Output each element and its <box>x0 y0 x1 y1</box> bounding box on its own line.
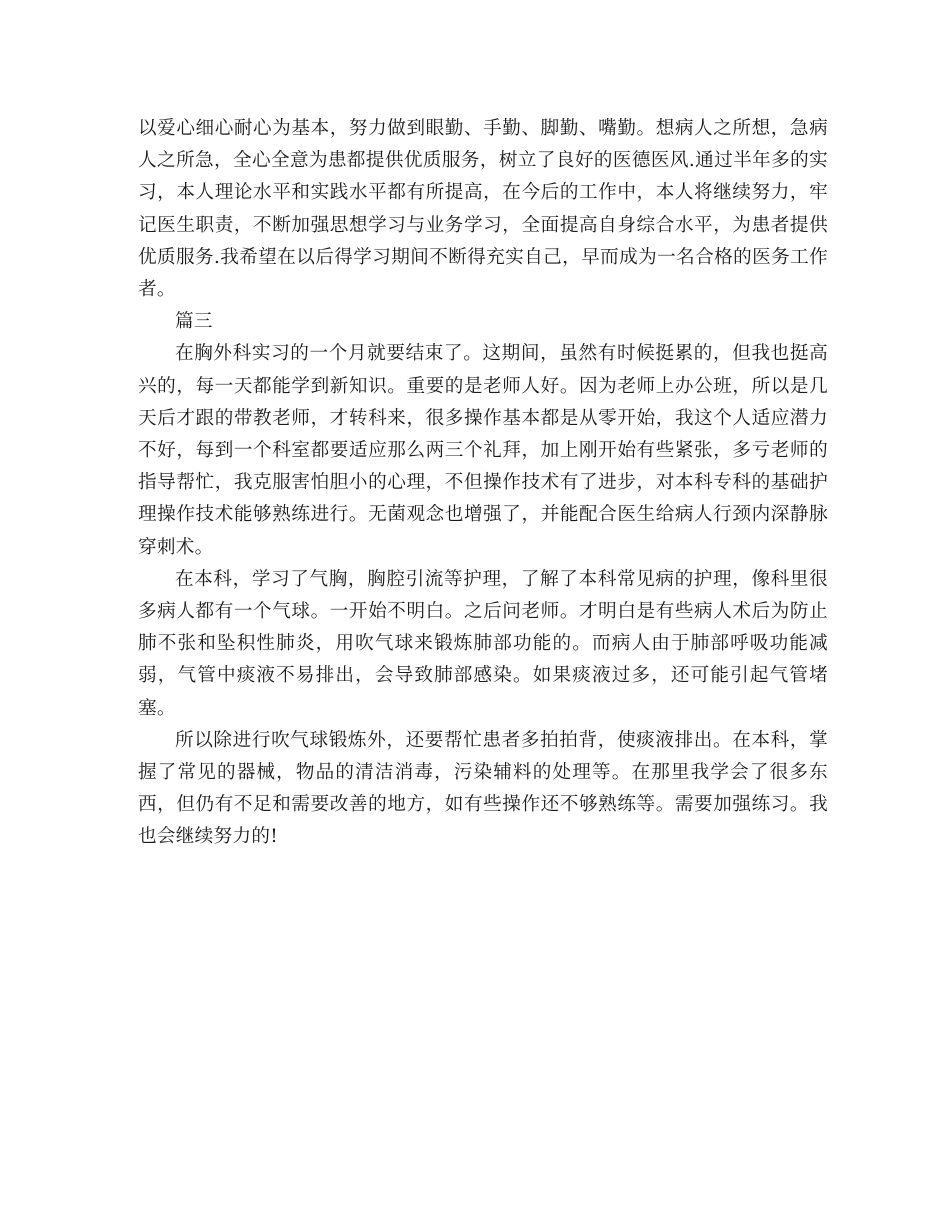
document-body <box>138 113 828 854</box>
section-heading: 篇三 <box>175 311 213 333</box>
paragraph-balloon-exercise: 在本科，学习了气胸，胸腔引流等护理，了解了本科常见病的护理，像科里很多病人都有一个气球。一开始不明白。之后问老师。才明白是有些病人术后为防止肺不张和坠积性肺炎，用吹气球来锻炼肺部功能的。而病人由于肺部呼吸功能减弱，气管中痰液不易排出，会导致肺部感染。如果痰液过多，还可能引起气管堵塞。 <box>138 568 828 719</box>
paragraph-conclusion: 所以除进行吹气球锻炼外，还要帮忙患者多拍拍背，使痰液排出。在本科，掌握了常见的器械，物品的清洁消毒，污染辅料的处理等。在那里我学会了很多东西，但仍有不足和需要改善的地方，如有些操作还不够熟练等。需要加强练习。我也会继续努力的! <box>138 729 828 848</box>
paragraph-thoracic-internship: 在胸外科实习的一个月就要结束了。这期间，虽然有时候挺累的，但我也挺高兴的，每一天都能学到新知识。重要的是老师人好。因为老师上办公班，所以是几天后才跟的带教老师，才转科来，很多操作基本都是从零开始，我这个人适应潜力不好，每到一个科室都要适应那么两三个礼拜，加上刚开始有些紧张，多亏老师的指导帮忙，我克服害怕胆小的心理，不但操作技术有了进步，对本科专科的基础护理操作技术能够熟练进行。无菌观念也增强了，并能配合医生给病人行颈内深静脉穿刺术。 <box>138 343 828 558</box>
paragraph-continuation: 以爱心细心耐心为基本，努力做到眼勤、手勤、脚勤、嘴勤。想病人之所想，急病人之所急，全心全意为患都提供优质服务，树立了良好的医德医风.通过半年多的实习，本人理论水平和实践水平都有所提高，在今后的工作中，本人将继续努力，牢记医生职责，不断加强思想学习与业务学习，全面提高自身综合水平，为患者提供优质服务.我希望在以后得学习期间不断得充实自己，早而成为一名合格的医务工作者。 <box>138 118 828 301</box>
